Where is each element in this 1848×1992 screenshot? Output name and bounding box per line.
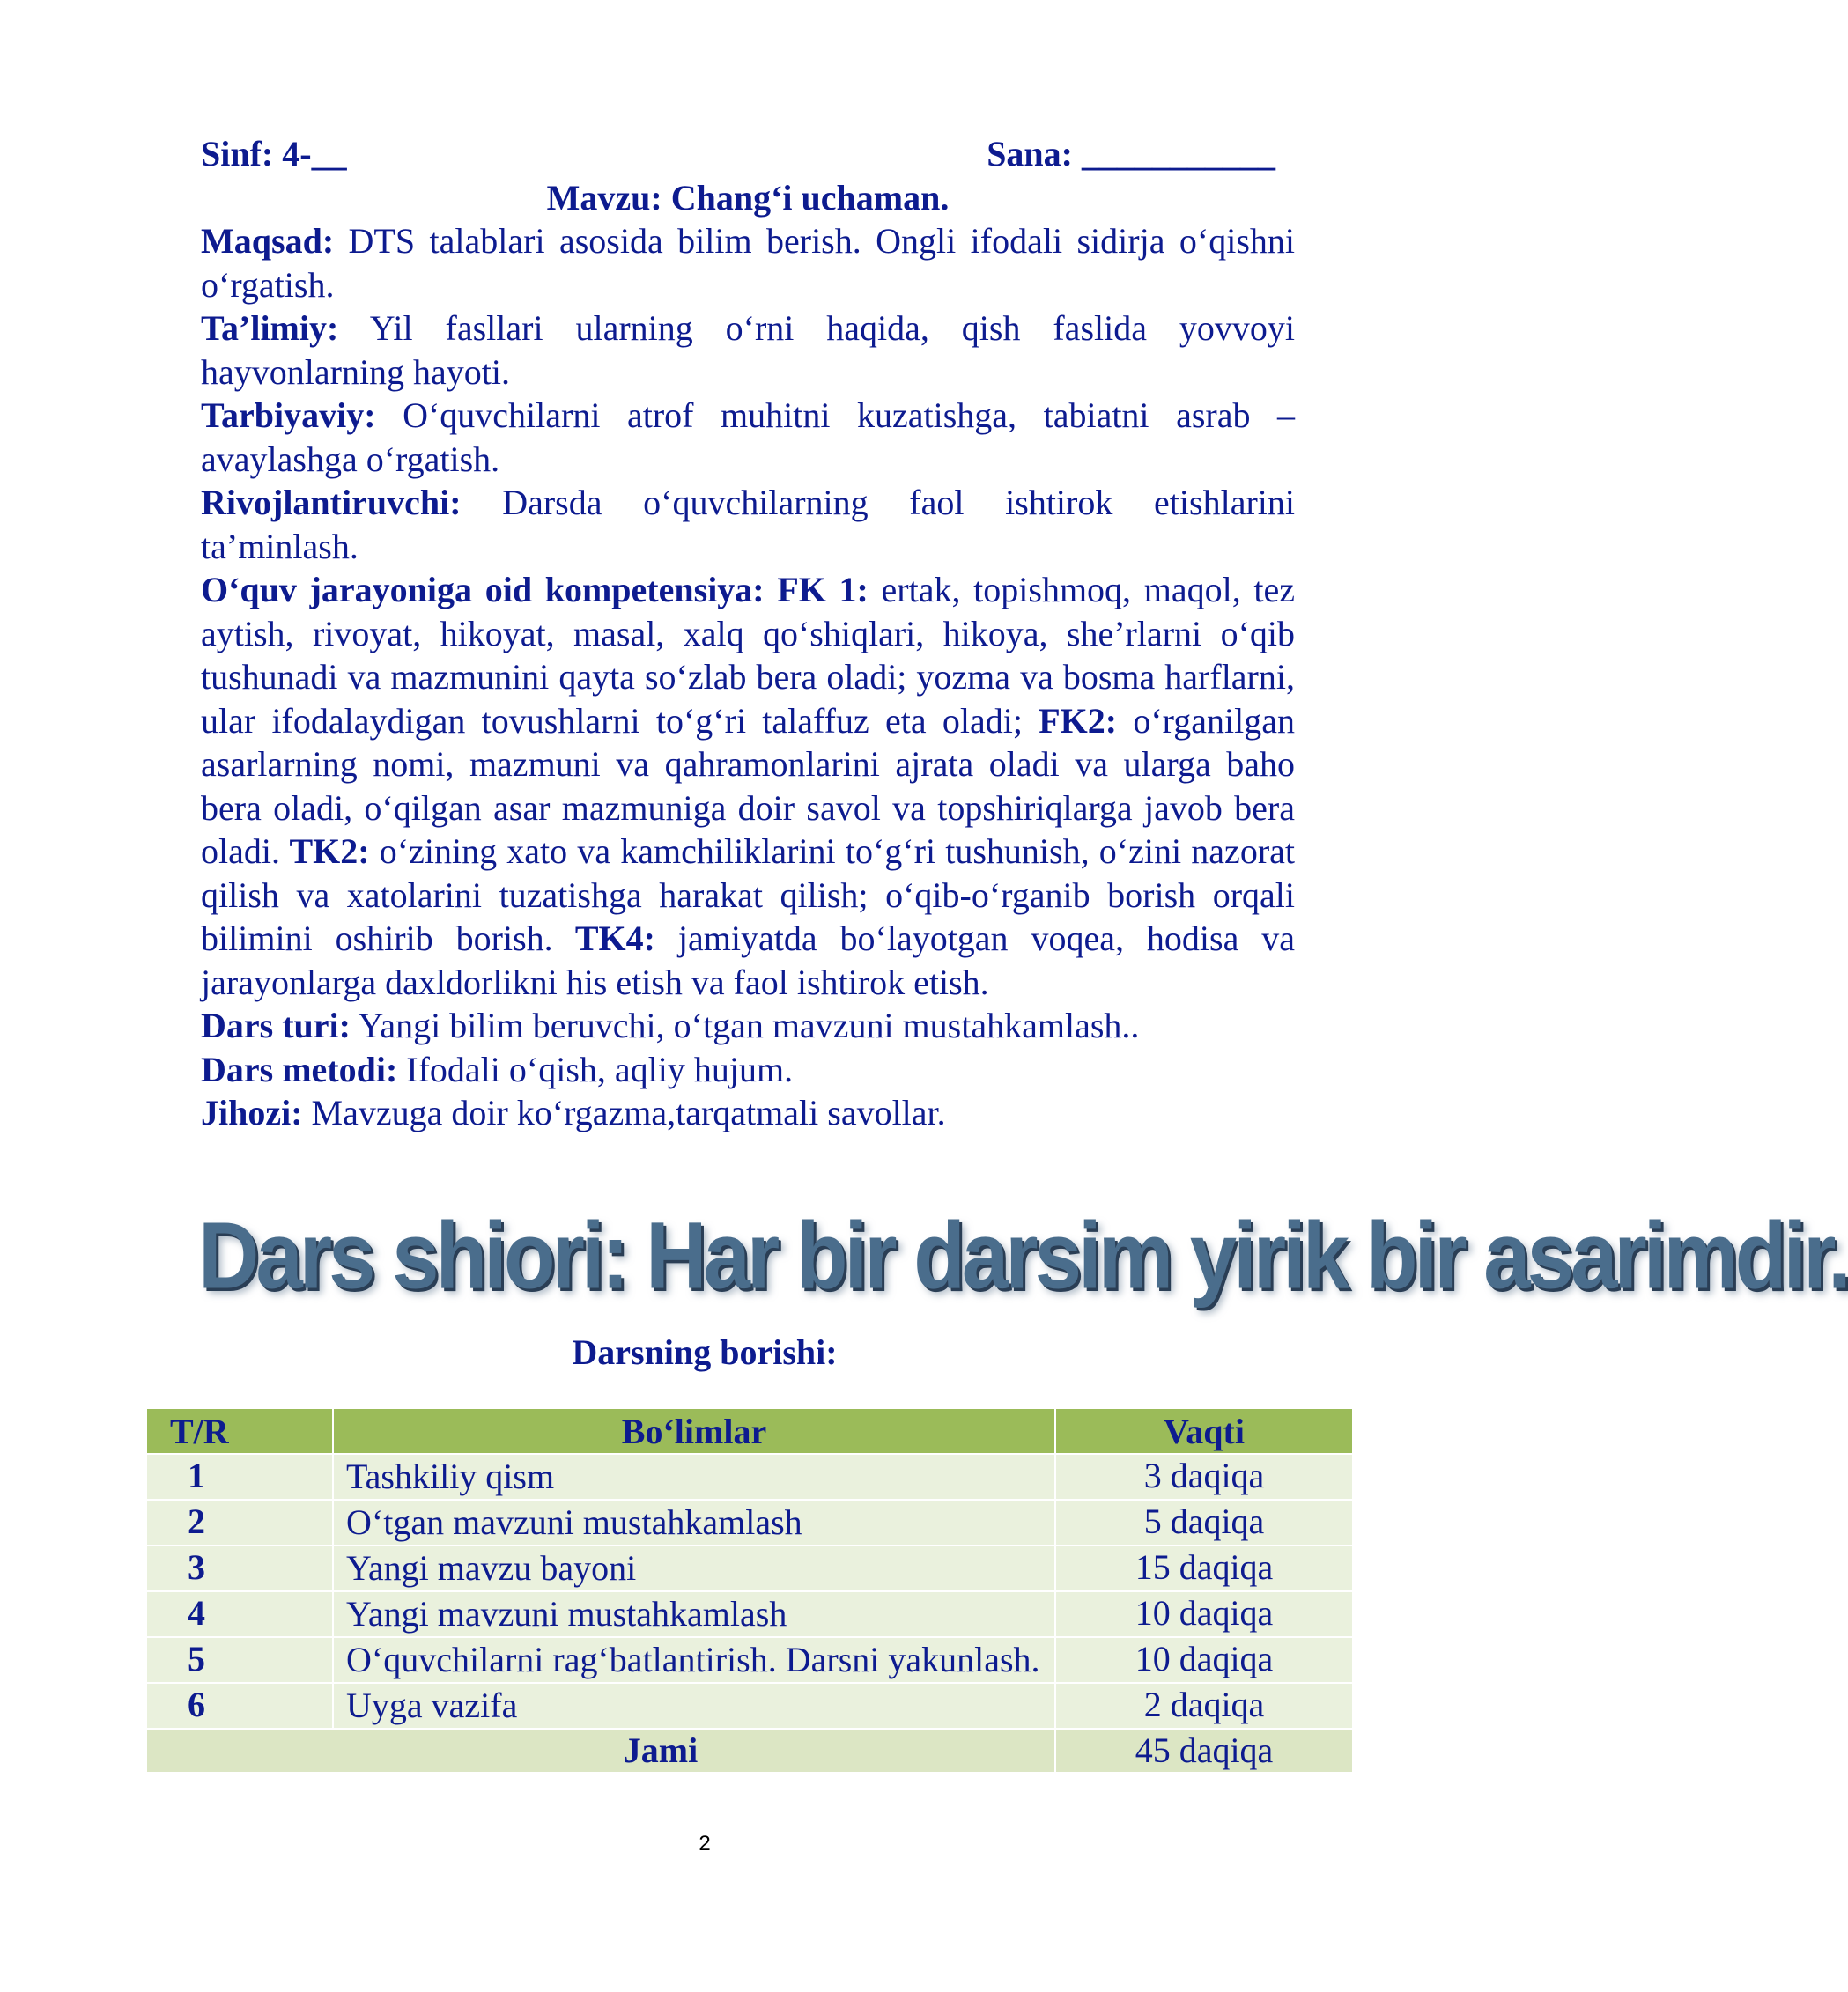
row-section: Uyga vazifa [333, 1683, 1055, 1729]
maqsad-label: Maqsad: [201, 221, 335, 261]
tk4-text: jamiyatda bo‘layotgan voqea, hodisa va jarayonlarga daxldorlikni his etish va faol ishtirok etish. [201, 919, 1296, 1002]
row-number: 5 [146, 1637, 333, 1683]
rivojlantiruvchi-label: Rivojlantiruvchi: [201, 483, 462, 522]
talimiy-paragraph [201, 306, 1295, 394]
row-section: Yangi mavzuni mustahkamlash [333, 1591, 1055, 1637]
kompetensiya-paragraph [201, 568, 1295, 1004]
tk4-label: TK4: [552, 919, 655, 958]
row-number: 1 [146, 1454, 333, 1500]
sinf-field: Sinf: 4-__ [201, 134, 347, 173]
row-section: Yangi mavzu bayoni [333, 1546, 1055, 1591]
talimiy-label: Ta’limiy: [201, 308, 339, 348]
plan-title: Darsning borishi: [572, 1332, 838, 1372]
tarbiyaviy-label: Tarbiyaviy: [201, 395, 376, 435]
table-row [146, 1637, 1353, 1683]
row-number: 4 [146, 1591, 333, 1637]
jihozi-label: Jihozi: [201, 1093, 303, 1132]
row-time: 10 daqiqa [1055, 1591, 1353, 1637]
total-label: Jami [146, 1729, 1055, 1773]
table-row [146, 1454, 1353, 1500]
rivojlantiruvchi-text: Darsda o‘quvchilarning faol ishtirok etishlarini ta’minlash. [201, 483, 1295, 566]
dars-metodi-paragraph [201, 1048, 1295, 1092]
tk2-label: TK2: [279, 831, 370, 871]
header-tr: T/R [146, 1408, 333, 1454]
lesson-plan-text [201, 132, 1295, 1135]
maqsad-paragraph [201, 219, 1295, 306]
row-time: 15 daqiqa [1055, 1546, 1353, 1591]
header-row [201, 132, 1295, 176]
fk2-text: o‘rganilgan asarlarning nomi, mazmuni va qahramonlarini ajrata oladi va ularga baho bera oladi, o‘qilgan asar mazmuniga doir savol va topshiriqlarga javob bera oladi. [201, 700, 1295, 871]
row-time: 2 daqiqa [1055, 1683, 1353, 1729]
mavzu-title: Mavzu: Chang‘i uchaman. [546, 177, 950, 218]
talimiy-text: Yil fasllari ularning o‘rni haqida, qish faslida yovvoyi hayvonlarning hayoti. [201, 308, 1295, 392]
row-number: 6 [146, 1683, 333, 1729]
tk2-text: o‘zining xato va kamchiliklarini to‘g‘ri tushunish, o‘zini nazorat qilish va xatolarini tuzatishga harakat qilish; o‘qib-o‘rganib borish orqali bilimini oshirib borish. [201, 831, 1296, 958]
table-row [146, 1500, 1353, 1546]
tarbiyaviy-text: O‘quvchilarni atrof muhitni kuzatishga, tabiatni asrab – avaylashga o‘rgatish. [201, 395, 1295, 479]
lesson-motto-wordart: Dars shiori: Har bir darsim yirik bir asarimdir. [198, 1203, 1848, 1309]
dars-metodi-label: Dars metodi: [201, 1049, 398, 1089]
row-section: O‘quvchilarni rag‘batlantirish. Darsni yakunlash. [333, 1637, 1055, 1683]
lesson-plan-table [145, 1407, 1354, 1774]
dars-turi-text: Yangi bilim beruvchi, o‘tgan mavzuni mustahkamlash.. [350, 1006, 1140, 1045]
dars-metodi-text: Ifodali o‘qish, aqliy hujum. [397, 1049, 794, 1089]
dars-turi-label: Dars turi: [201, 1006, 351, 1045]
dars-turi-paragraph [201, 1004, 1295, 1048]
row-section: Tashkiliy qism [333, 1454, 1055, 1500]
maqsad-text: DTS talablari asosida bilim berish. Ongli ifodali sidirja o‘qishni o‘rgatish. [201, 221, 1295, 305]
row-number: 2 [146, 1500, 333, 1546]
rivojlantiruvchi-paragraph [201, 481, 1295, 568]
jihozi-paragraph [201, 1091, 1295, 1135]
row-number: 3 [146, 1546, 333, 1591]
table-row [146, 1683, 1353, 1729]
row-time: 3 daqiqa [1055, 1454, 1353, 1500]
table-header-row [146, 1408, 1353, 1454]
row-time: 5 daqiqa [1055, 1500, 1353, 1546]
fk2-label: FK2: [1022, 700, 1118, 741]
tarbiyaviy-paragraph [201, 394, 1295, 481]
table-row [146, 1591, 1353, 1637]
sana-field: Sana: ___________ [987, 134, 1275, 173]
table-row [146, 1546, 1353, 1591]
total-time: 45 daqiqa [1055, 1729, 1353, 1773]
fk1-label: FK 1: [764, 570, 869, 609]
fk1-text: ertak, topishmoq, maqol, tez aytish, rivoyat, hikoyat, masal, xalq qo‘shiqlari, hikoya, she’rlarni o‘qib tushunadi va mazmunini qayta so‘zlab bera oladi; yozma va bosma harflarni, ular ifodalaydigan tovushlarni to‘g‘ri talaffuz eta oladi; [201, 570, 1296, 741]
page-number: 2 [699, 1832, 711, 1856]
header-time: Vaqti [1055, 1408, 1353, 1454]
header-sections: Bo‘limlar [333, 1408, 1055, 1454]
kompetensiya-label: O‘quv jarayoniga oid kompetensiya: [201, 570, 765, 609]
row-section: O‘tgan mavzuni mustahkamlash [333, 1500, 1055, 1546]
table-total-row [146, 1729, 1353, 1773]
jihozi-text: Mavzuga doir ko‘rgazma,tarqatmali savollar. [302, 1093, 946, 1132]
row-time: 10 daqiqa [1055, 1637, 1353, 1683]
